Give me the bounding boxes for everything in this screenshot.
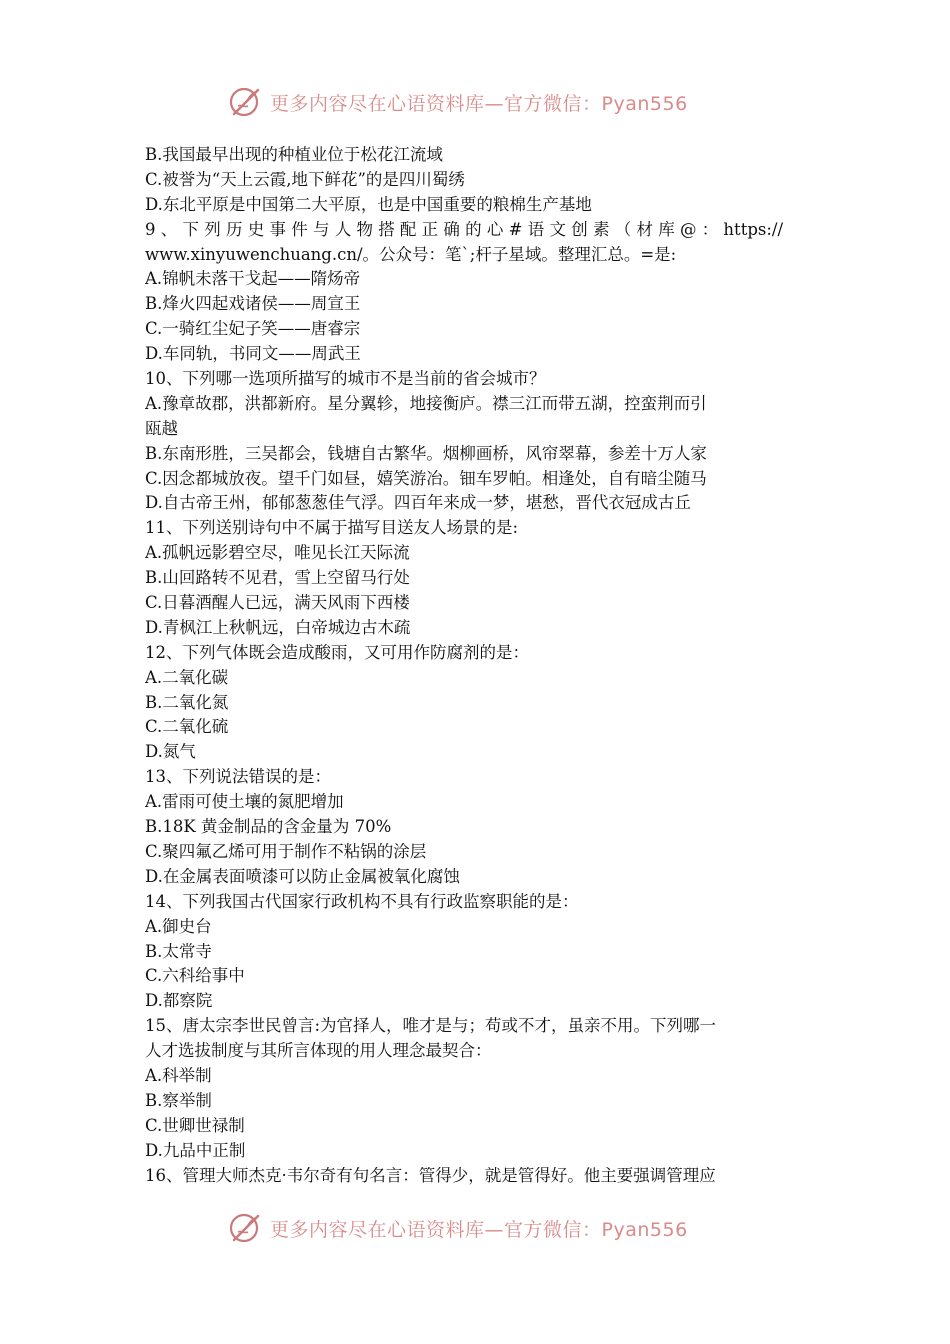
watermark-banner-top	[228, 82, 748, 122]
text-line: 16、管理大师杰克·韦尔奇有句名言：管得少，就是管得好。他主要强调管理应	[145, 1165, 716, 1185]
quill-logo-icon	[228, 1210, 264, 1246]
watermark-banner-bottom	[228, 1208, 748, 1248]
text-line: B.二氧化氮	[145, 692, 229, 712]
text-line: C.聚四氟乙烯可用于制作不粘锅的涂层	[145, 841, 427, 861]
text-line: C.二氧化硫	[145, 717, 229, 737]
text-line: A.豫章故郡，洪都新府。星分翼轸，地接衡庐。襟三江而带五湖，控蛮荆而引	[145, 393, 707, 413]
text-line: D.车同轨，书同文——周武王	[145, 344, 361, 364]
text-line: 13、下列说法错误的是：	[145, 767, 331, 787]
text-line: 15、唐太宗李世民曾言:为官择人，唯才是与；苟或不才，虽亲不用。下列哪一	[145, 1016, 717, 1036]
text-line: 人才选拔制度与其所言体现的用人理念最契合：	[145, 1041, 492, 1061]
text-line: D.在金属表面喷漆可以防止金属被氧化腐蚀	[145, 866, 460, 886]
text-line: A.御史台	[145, 916, 212, 936]
text-line: A.科举制	[145, 1065, 212, 1085]
text-line: A.雷雨可使土壤的氮肥增加	[145, 792, 344, 812]
text-line: B.察举制	[145, 1090, 212, 1110]
text-line: B.山回路转不见君，雪上空留马行处	[145, 568, 410, 588]
text-line: B.太常寺	[145, 941, 212, 961]
quill-logo-icon	[228, 84, 264, 120]
text-line: C.因念都城放夜。望千门如昼，嬉笑游冶。钿车罗帕。相逢处，自有暗尘随马	[145, 468, 707, 488]
text-line: D.氮气	[145, 742, 196, 762]
text-line: B.东南形胜，三吴都会，钱塘自古繁华。烟柳画桥，风帘翠幕，参差十万人家	[145, 443, 707, 463]
text-line: D.九品中正制	[145, 1140, 246, 1160]
text-line: B.烽火四起戏诸侯——周宣王	[145, 294, 361, 314]
text-line: C.日暮酒醒人已远，满天风雨下西楼	[145, 593, 410, 613]
text-line: A.锦帆未落干戈起——隋炀帝	[145, 269, 361, 289]
text-line: A.二氧化碳	[145, 667, 229, 687]
text-line: C.六科给事中	[145, 966, 245, 986]
text-line: 9 、 下 列 历 史 事 件 与 人 物 搭 配 正 确 的 心 # 语 文 创 素 （ 材 库 @ ： https://	[145, 219, 784, 239]
watermark-text-top: 更多内容尽在心语资料库—官方微信：Pyan556	[270, 92, 688, 115]
text-line: C.一骑红尘妃子笑——唐睿宗	[145, 319, 361, 339]
text-line: C.世卿世禄制	[145, 1115, 245, 1135]
text-line: D.青枫江上秋帆远，白帝城边古木疏	[145, 617, 411, 637]
text-line: B.我国最早出现的种植业位于松花江流域	[145, 145, 443, 164]
text-line: www.xinyuwenchuang.cn/。公众号：笔`;杆子星域。整理汇总。=是:	[145, 244, 677, 264]
text-line: C.被誉为“天上云霞,地下鲜花”的是四川蜀绣	[145, 169, 465, 189]
text-line: D.东北平原是中国第二大平原，也是中国重要的粮棉生产基地	[145, 194, 592, 214]
document-body	[145, 143, 810, 1188]
text-line: 瓯越	[145, 418, 178, 438]
text-line: 11、下列送别诗句中不属于描写目送友人场景的是:	[145, 518, 519, 538]
text-line: 10、下列哪一选项所描写的城市不是当前的省会城市？	[145, 369, 546, 389]
text-line: B.18K 黄金制品的含金量为 70%	[145, 817, 392, 837]
text-line: 12、下列气体既会造成酸雨，又可用作防腐剂的是：	[145, 642, 529, 662]
text-line: D.都察院	[145, 991, 213, 1011]
watermark-text-bottom: 更多内容尽在心语资料库—官方微信：Pyan556	[270, 1218, 688, 1241]
text-line: 14、下列我国古代国家行政机构不具有行政监察职能的是：	[145, 891, 579, 911]
text-line: D.自古帝王州，郁郁葱葱佳气浮。四百年来成一梦，堪愁，晋代衣冠成古丘	[145, 493, 691, 513]
text-line: A.孤帆远影碧空尽，唯见长江天际流	[145, 543, 410, 563]
